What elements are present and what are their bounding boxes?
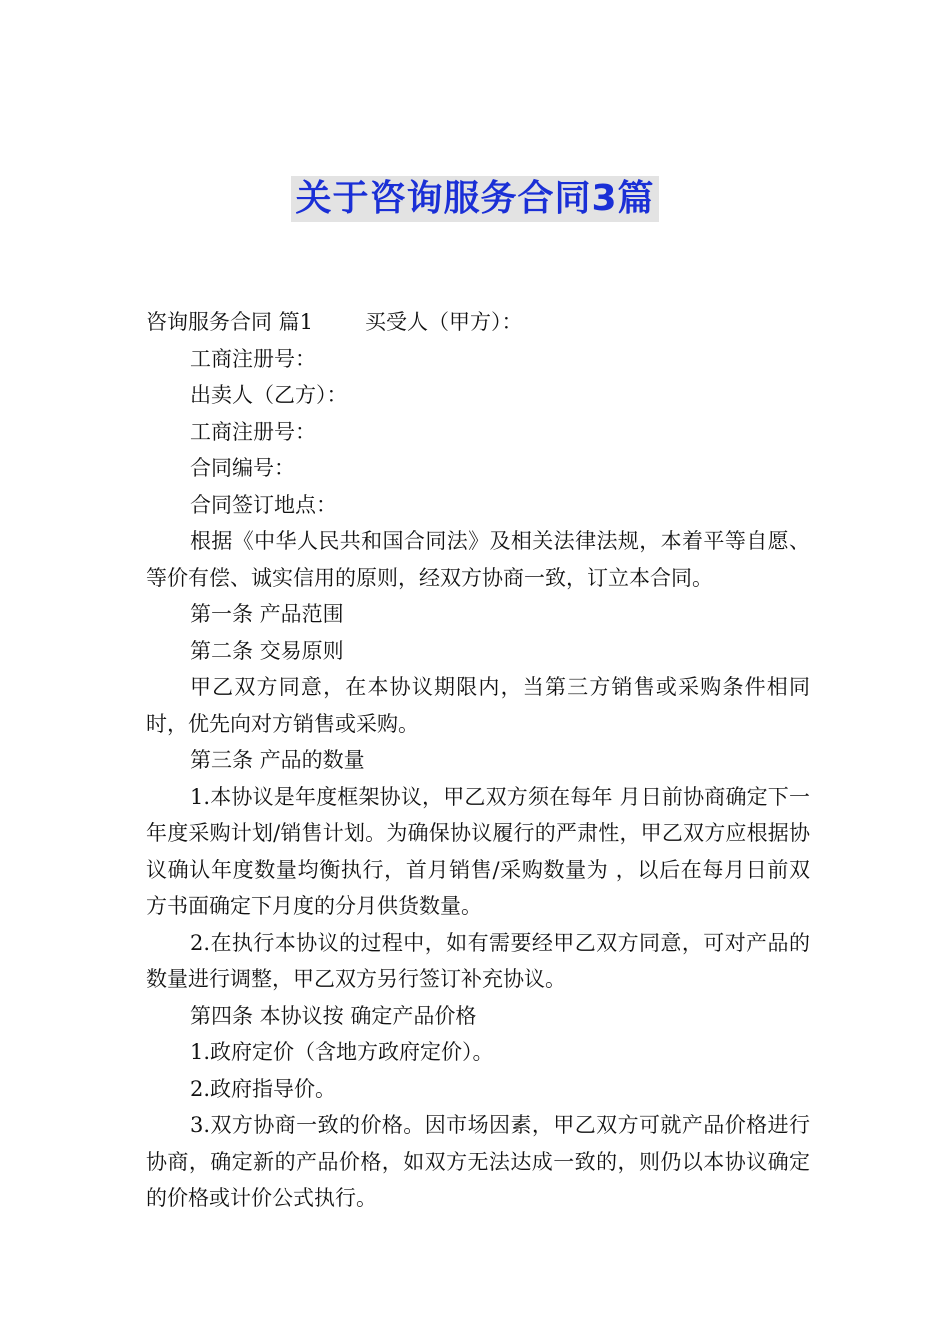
paragraph-preamble: 根据《中华人民共和国合同法》及相关法律法规，本着平等自愿、等价有偿、诚实信用的原则，经双方协商一致，订立本合同。 <box>146 529 810 590</box>
article-3-heading: 第三条 产品的数量 <box>190 748 365 772</box>
paragraph-article-4-1: 1.政府定价（含地方政府定价）。 <box>190 1040 494 1064</box>
line-reg1: 工商注册号： <box>190 346 316 371</box>
article-1-heading: 第一条 产品范围 <box>190 602 344 626</box>
title-container <box>0 176 950 222</box>
paragraph-article-4-3: 3.双方协商一致的价格。因市场因素，甲乙双方可就产品价格进行协商，确定新的产品价格，如双方无法达成一致的，则仍以本协议确定的价格或计价公式执行。 <box>146 1113 810 1210</box>
paragraph-article-3-1: 1.本协议是年度框架协议，甲乙双方须在每年 月日前协商确定下一年度采购计划/销售计划。为确保协议履行的严肃性，甲乙双方应根据协议确认年度数量均衡执行，首月销售/采购数量为 ，以后在每月日前双方书面确定下月度的分月供货数量。 <box>146 784 810 918</box>
heading-left: 咨询服务合同 篇1 <box>146 310 314 334</box>
article-4-heading: 第四条 本协议按 确定产品价格 <box>190 1003 477 1028</box>
document-title: 关于咨询服务合同3篇 <box>291 176 658 222</box>
line-seller: 出卖人（乙方）： <box>190 383 348 407</box>
heading-right: 买受人（甲方）： <box>365 310 523 334</box>
paragraph-article-3-2: 2.在执行本协议的过程中，如有需要经甲乙双方同意，可对产品的数量进行调整，甲乙双方另行签订补充协议。 <box>146 930 810 991</box>
section-heading <box>146 304 810 341</box>
paragraph-article-4-2: 2.政府指导价。 <box>190 1076 337 1101</box>
line-sign-place: 合同签订地点： <box>190 492 337 517</box>
paragraph-article-2: 甲乙双方同意，在本协议期限内，当第三方销售或采购条件相同时，优先向对方销售或采购。 <box>146 675 810 736</box>
article-2-heading: 第二条 交易原则 <box>190 638 344 663</box>
document-body <box>146 304 810 1217</box>
line-contract-no: 合同编号： <box>190 456 295 480</box>
line-reg2: 工商注册号： <box>190 419 316 444</box>
